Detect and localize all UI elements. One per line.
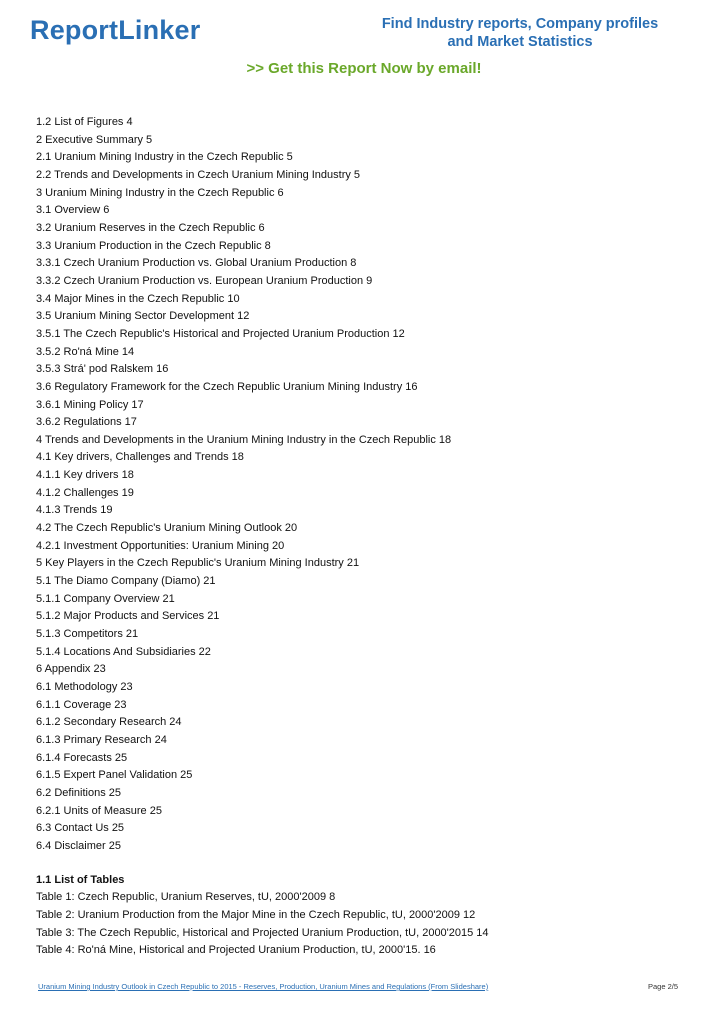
toc-entry: 6.1.4 Forecasts 25	[36, 751, 128, 764]
toc-entry: 3.5.1 The Czech Republic's Historical and Projected Uranium Production 12	[36, 327, 405, 340]
toc-entry: 3.5.2 Ro'ná Mine 14	[36, 345, 135, 358]
toc-entry: 5.1.3 Competitors 21	[36, 628, 139, 641]
toc-entry: 3.6.1 Mining Policy 17	[36, 398, 144, 411]
toc-entry: 3.5.3 Strá' pod Ralskem 16	[36, 363, 169, 376]
toc-entry: 3.2 Uranium Reserves in the Czech Republic 6	[36, 221, 265, 234]
toc-entry: 2 Executive Summary 5	[36, 133, 153, 146]
toc-entry: 6.1.5 Expert Panel Validation 25	[36, 769, 193, 782]
toc-entry: 6 Appendix 23	[36, 663, 106, 676]
list-of-tables-heading: 1.1 List of Tables	[36, 873, 125, 886]
toc-entry: 6.2.1 Units of Measure 25	[36, 804, 162, 817]
toc-entry: 6.1.1 Coverage 23	[36, 698, 127, 711]
toc-entry: 3.1 Overview 6	[36, 204, 110, 217]
toc-entry: 3.3 Uranium Production in the Czech Republic 8	[36, 239, 271, 252]
toc-entry: 4.2 The Czech Republic's Uranium Mining Outlook 20	[36, 522, 298, 535]
page-footer	[38, 982, 678, 991]
toc-entry: 4.1.1 Key drivers 18	[36, 469, 134, 482]
toc-entry: 3.5 Uranium Mining Sector Development 12	[36, 310, 250, 323]
toc-entry: 4 Trends and Developments in the Uranium Mining Industry in the Czech Republic 18	[36, 433, 452, 446]
toc-entry: 4.1.2 Challenges 19	[36, 486, 134, 499]
toc-entry: 5.1.1 Company Overview 21	[36, 592, 175, 605]
toc-entry: 5.1 The Diamo Company (Diamo) 21	[36, 575, 216, 588]
toc-entry: 6.1.3 Primary Research 24	[36, 733, 167, 746]
table-of-contents	[36, 114, 696, 856]
toc-entry: 5.1.2 Major Products and Services 21	[36, 610, 220, 623]
toc-entry: 6.2 Definitions 25	[36, 786, 121, 799]
tagline-line-2: and Market Statistics	[447, 34, 593, 50]
toc-entry: 3 Uranium Mining Industry in the Czech Republic 6	[36, 186, 284, 199]
toc-entry: 4.1.3 Trends 19	[36, 504, 113, 517]
toc-entry: 3.4 Major Mines in the Czech Republic 10	[36, 292, 240, 305]
toc-entry: 6.1.2 Secondary Research 24	[36, 716, 182, 729]
table-entry: Table 1: Czech Republic, Uranium Reserves, tU, 2000'2009 8	[36, 891, 336, 904]
toc-entry: 4.2.1 Investment Opportunities: Uranium Mining 20	[36, 539, 285, 552]
footer-source-link[interactable]: Uranium Mining Industry Outlook in Czech Republic to 2015 - Reserves, Production, Uranium Mines and Regulations (From Slideshare)	[38, 982, 489, 991]
toc-entry: 6.1 Methodology 23	[36, 681, 133, 693]
table-entry: Table 4: Ro'ná Mine, Historical and Projected Uranium Production, tU, 2000'15. 16	[36, 944, 436, 957]
document-body	[36, 114, 696, 960]
toc-entry: 6.4 Disclaimer 25	[36, 839, 121, 852]
toc-entry: 1.2 List of Figures 4	[36, 116, 133, 128]
tagline	[370, 15, 670, 51]
toc-entry: 2.1 Uranium Mining Industry in the Czech Republic 5	[36, 151, 293, 164]
toc-entry: 2.2 Trends and Developments in Czech Uranium Mining Industry 5	[36, 168, 361, 181]
toc-entry: 5.1.4 Locations And Subsidiaries 22	[36, 645, 211, 658]
toc-entry: 5 Key Players in the Czech Republic's Uranium Mining Industry 21	[36, 557, 360, 570]
tagline-line-1: Find Industry reports, Company profiles	[381, 16, 659, 32]
toc-entry: 3.3.2 Czech Uranium Production vs. European Uranium Production 9	[36, 274, 373, 287]
toc-entry: 4.1 Key drivers, Challenges and Trends 18	[36, 451, 244, 464]
toc-entry: 3.6.2 Regulations 17	[36, 416, 137, 429]
list-of-tables	[36, 889, 696, 960]
toc-entry: 6.3 Contact Us 25	[36, 822, 125, 835]
table-entry: Table 2: Uranium Production from the Major Mine in the Czech Republic, tU, 2000'2009 12	[36, 908, 476, 921]
page-number: Page 2/5	[647, 982, 678, 991]
get-report-link[interactable]: >> Get this Report Now by email!	[246, 60, 482, 77]
reportlinker-logo[interactable]: ReportLinker	[30, 15, 201, 45]
table-entry: Table 3: The Czech Republic, Historical and Projected Uranium Production, tU, 2000'2015 14	[36, 926, 489, 939]
toc-entry: 3.3.1 Czech Uranium Production vs. Global Uranium Production 8	[36, 257, 357, 270]
toc-entry: 3.6 Regulatory Framework for the Czech Republic Uranium Mining Industry 16	[36, 380, 418, 393]
